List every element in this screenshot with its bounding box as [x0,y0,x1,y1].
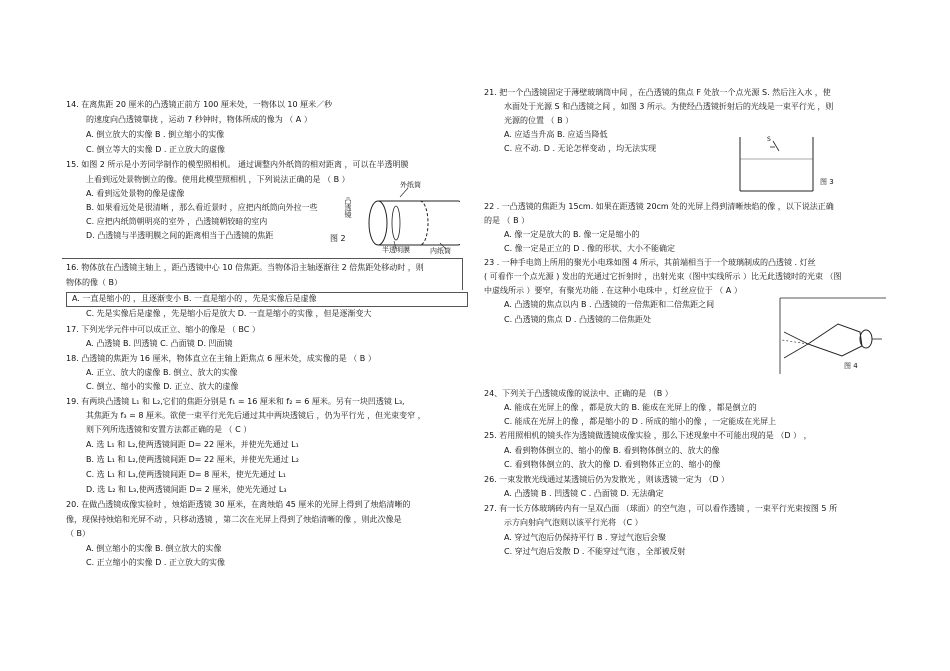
bulb-drawing [778,296,888,376]
q24-line1: 24、下列关于凸透镜成像的说法中、正确的是 （B ） [484,389,673,398]
q15-option-c: C. 应把内纸筒朝明亮的室外 ，凸透镜朝较暗的室内 [86,217,268,226]
q21-option-cd: C. 应不动. D . 无论怎样变动 ，均无法实现 [504,144,657,153]
q21-option-ab: A. 应适当升高 B. 应适当降低 [504,130,608,139]
q21-line3: 光源的位置 （ B ） [504,116,574,125]
q14-option-ab: A. 倒立放大的实像 B . 倒立缩小的实像 [86,130,225,139]
q24-option-ab: A. 能成在光屏上的像 ，都是放大的 B. 能成在光屏上的像 ，都是倒立的 [504,403,757,412]
q27-line1: 27. 有一长方体玻璃砖内有一呈双凸面 （球面）的空气泡 ，可以看作透镜 ，一束平行光束按图 5 所 [484,504,838,513]
q16-option-ab: A. 一直是缩小的 ，且逐渐变小 B. 一直是缩小的 ，先是实像后是虚像 [72,294,317,303]
figure-2-camera-model [330,183,460,258]
q24-option-cd: C. 能成在光屏上的像 ，都是缩小的 D . 所成的缩小的像 ，一定能成在光屏上 [504,417,777,426]
q23-line2: ( 可看作一个点光源 ) 发出的光通过它折射时 ，出射光束（图中实线所示 ）比无此透镜时的光束 （图 [484,272,842,281]
q15-option-d: D. 凸透镜与半透明膜之间的距离相当于凸透镜的焦距 [86,231,274,240]
q19-line2: 其焦距为 f₃ = 8 厘米。欲使一束平行光先后通过其中两块透镜后 ，仍为平行光 ，但光束变窄 ， [86,411,426,420]
q20-line3: （ B） [66,529,91,538]
q26-options: A. 凸透镜 B . 凹透镜 C . 凸面镜 D. 无法确定 [504,489,664,498]
q19-line3: 则下列所选透镜和安置方法都正确的是 （ C ） [86,425,252,434]
q17-options: A. 凸透镜 B. 凹透镜 C. 凸面镜 D. 凹面镜 [86,339,233,348]
q22-option-cd: C. 像一定是正立的 D . 像的形状、大小不能确定 [504,244,676,253]
q23-option-ab: A. 凸透镜的焦点以内 B . 凸透镜的一倍焦距和二倍焦距之间 [504,300,715,309]
q23-option-cd: C. 凸透镜的焦点 D . 凸透镜的二倍焦距处 [504,315,652,324]
q16-line1: 16. 物体放在凸透镜主轴上 ，距凸透镜中心 10 倍焦距。当物体沿主轴逐渐往 2 倍焦距处移动时 ，则 [66,263,424,272]
q20-line1: 20. 在做凸透镜成像实验时 ，烛焰距透镜 30 厘米，在离烛焰 45 厘米的光屏上得到了烛焰清晰的 [66,500,411,509]
q25-line1: 25. 若用照相机的镜头作为透镜做透镜成像实验 ，那么下述现象中不可能出现的是 （D ） ， [484,431,812,440]
figure-3-label: 图 3 [820,178,834,186]
q20-option-cd: C. 正立缩小的实像 D . 正立放大的实像 [86,558,226,567]
q27-line2: 示方向射向气泡则以该平行光将 （C ） [504,518,643,527]
q15-line1: 15. 如图 2 所示是小芳同学制作的模型照相机。 通过调整内外纸筒的相对距离 ，可以在半透明膜 [66,160,409,169]
q18-option-ab: A. 正立、放大的虚像 B. 倒立、放大的实像 [86,368,238,377]
q14-line2: 的速度向凸透镜靠拢 ，运动 7 秒钟时，物体所成的像为 （ A ） [86,115,312,124]
q20-option-ab: A. 倒立缩小的实像 B. 倒立放大的实像 [86,544,222,553]
label-outer-tube: 外纸筒 [400,181,421,189]
q15-line2: 上看到远处景物倒立的像。使用此模型照相机 ，下列说法正确的是 （ B ） [86,175,350,184]
q19-option-b: B. 选 L₁ 和 L₂,使两透镜间距 D= 22 厘米，并使光先通过 L₂ [86,455,299,464]
q23-line1: 23 . 一种手电筒上所用的聚光小电珠如图 4 所示，其前端相当于一个玻璃制成的凸透镜 . 灯丝 [484,258,816,267]
source-s-label: S [767,136,771,143]
q20-line2: 像，现保持烛焰和光屏不动 ，只移动透镜 ，第二次在光屏上得到了烛焰清晰的像 ，则此次像是 [66,515,402,524]
figure-2-label: 图 2 [330,234,346,243]
q19-option-a: A. 选 L₁ 和 L₂,使两透镜间距 D= 22 厘米，并使光先通过 L₁ [86,440,299,449]
q22-option-ab: A. 像一定是放大的 B. 像一定是缩小的 [504,230,640,239]
q21-line2: 水面处于光源 S 和凸透镜之间 ，如图 3 所示。为使经凸透镜折射后的光线是一束平行光 ，则 [504,102,834,111]
figure-4-bulb [778,296,888,376]
q23-line3: 中虚线所示 ）要窄，有聚光功能 . 在这种小电珠中 ，灯丝应位于 （ A ） [484,286,742,295]
label-membrane: 半透明膜 [382,246,410,254]
q27-option-cd: C. 穿过气泡后发散 D . 不能穿过气泡 ，全部被反射 [504,547,686,556]
q15-option-a: A. 看到远处景物的像是虚像 [86,189,185,198]
q17-line1: 17. 下列光学元件中可以成正立、缩小的像是 （ BC ） [66,325,260,334]
q18-option-cd: C. 倒立、缩小的实像 D. 正立、放大的虚像 [86,382,239,391]
q25-option-cd: C. 看到物体倒立的、放大的像 D. 看到物体正立的、缩小的像 [504,460,721,469]
q16-option-cd: C. 先是实像后是虚像 ，先是缩小后是放大 D. 一直是缩小的实像 ，但是逐渐变大 [86,309,372,318]
label-lens: 凸透镜 [344,197,352,218]
q14-line1: 14. 在离焦距 20 厘米的凸透镜正前方 100 厘米处，一物体以 10 厘米／秒 [66,100,333,109]
q14-option-cd: C. 倒立等大的实像 D . 正立放大的虚像 [86,145,226,154]
q15-option-b: B. 如果看远处是很清晰 ，那么看近景时 ，应把内纸筒向外拉一些 [86,203,318,212]
q19-line1: 19. 有两块凸透镜 L₁ 和 L₂,它们的焦距分别是 f₁ = 16 厘米和 f₂ = 6 厘米。另有一块凹透镜 L₃, [66,397,405,406]
q19-option-c: C. 选 L₁ 和 L₃,使两透镜间距 D= 8 厘米，使光先通过 L₁ [86,470,286,479]
q25-option-ab: A. 看到物体倒立的、缩小的像 B. 看到物体倒立的、放大的像 [504,446,720,455]
q18-line1: 18. 凸透镜的焦距为 16 厘米，物体直立在主轴上距焦点 6 厘米处，成实像的是 （ B ） [66,354,376,363]
q22-line2: 的是 （ B ） [484,216,530,225]
q19-option-d: D. 选 L₂ 和 L₃,使两透镜间距 D= 2 厘米，使光先通过 L₃ [86,485,287,494]
q27-option-ab: A. 穿过气泡后仍保持平行 B . 穿过气泡后会聚 [504,533,667,542]
q22-line1: 22 . 一凸透镜的焦距为 15cm. 如果在距透镜 20cm 处的光屏上得到清晰烛焰的像 ，以下说法正确 [484,202,834,211]
q21-line1: 21. 把一个凸透镜固定于薄壁玻璃筒中间 ，在凸透镜的焦点 F 处放一个点光源 S. 然后注入水 ，使 [484,88,831,97]
label-inner-tube: 内纸筒 [430,247,451,255]
q26-line1: 26. 一束发散光线通过某透镜后仍为发散光 ，则该透镜一定为 （D ） [484,475,730,484]
figure-3-glass-cylinder [735,135,840,193]
figure-4-label: 图 4 [844,362,858,370]
q16-line2: 物体的像（ B） [66,278,123,287]
